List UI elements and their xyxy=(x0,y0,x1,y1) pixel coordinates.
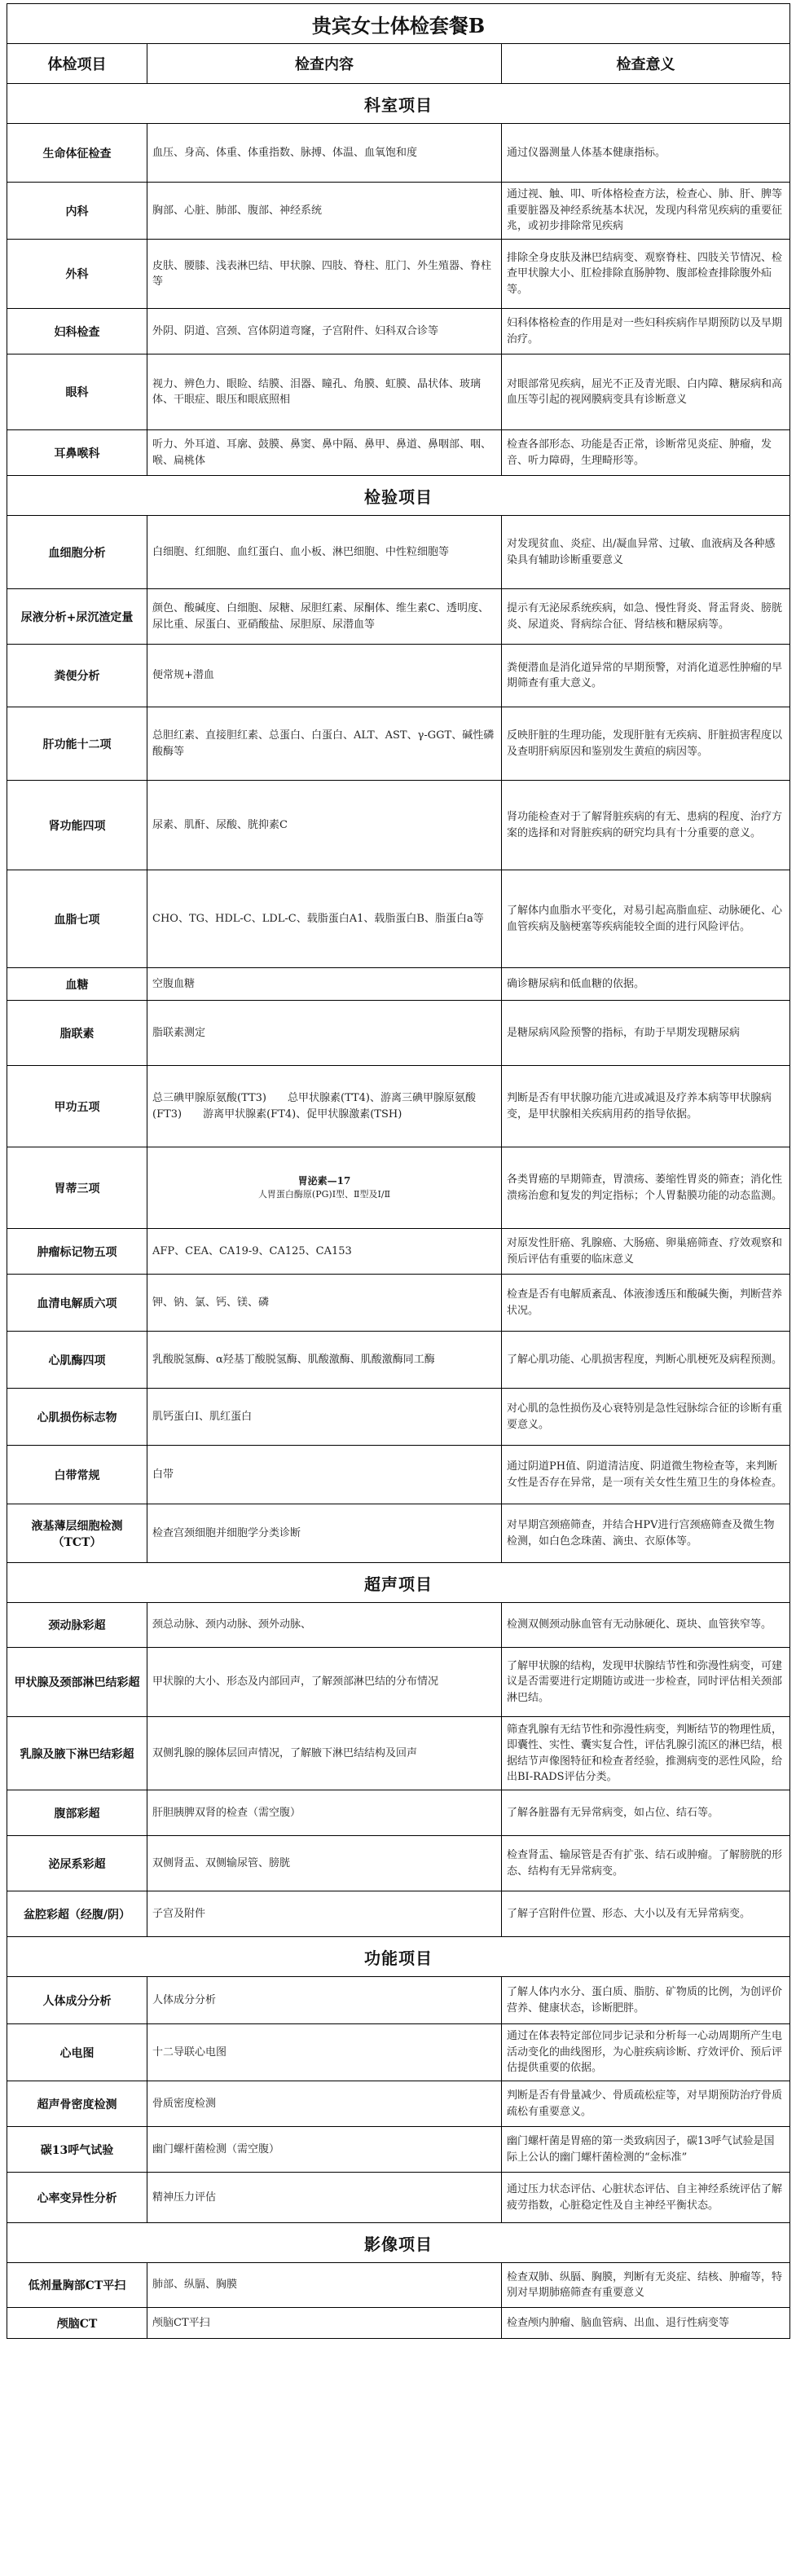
item-content: 人体成分分析 xyxy=(147,1977,502,2024)
item-meaning: 通过阴道PH值、阴道清洁度、阴道微生物检查等，来判断女性是否存在异常，是一项有关女性生殖卫生的身体检查。 xyxy=(502,1446,790,1504)
section-heading: 功能项目 xyxy=(7,1937,790,1977)
item-meaning: 筛查乳腺有无结节性和弥漫性病变，判断结节的物理性质，即囊性、实性、囊实复合性，评估乳腺引流区的淋巴结，根据结节声像图特征和检查者经验，推测病变的恶性风险，给出BI-RADS评估分类。 xyxy=(502,1717,790,1790)
item-name: 心肌损伤标志物 xyxy=(7,1389,147,1446)
item-name: 甲状腺及颈部淋巴结彩超 xyxy=(7,1648,147,1717)
item-name: 白带常规 xyxy=(7,1446,147,1504)
item-meaning: 了解甲状腺的结构，发现甲状腺结节性和弥漫性病变，可建议是否需要进行定期随访或进一步检查，同时评估相关颈部淋巴结。 xyxy=(502,1648,790,1717)
section-heading-row xyxy=(7,1563,790,1603)
item-meaning: 对眼部常见疾病，屈光不正及青光眼、白内障、糖尿病和高血压等引起的视网膜病变具有诊断意义 xyxy=(502,354,790,430)
table-row xyxy=(7,1504,790,1563)
table-row xyxy=(7,1332,790,1389)
item-meaning: 肾功能检查对于了解肾脏疾病的有无、患病的程度、治疗方案的选择和对肾脏疾病的研究均具有十分重要的意义。 xyxy=(502,781,790,870)
table-row xyxy=(7,354,790,430)
item-content: 血压、身高、体重、体重指数、脉搏、体温、血氧饱和度 xyxy=(147,124,502,183)
item-content: 颅脑CT平扫 xyxy=(147,2308,502,2339)
item-meaning: 排除全身皮肤及淋巴结病变、观察脊柱、四肢关节情况、检查甲状腺大小、肛检排除直肠肿物、腹部检查排除腹外疝等。 xyxy=(502,240,790,309)
table-row xyxy=(7,2127,790,2173)
item-name: 心率变异性分析 xyxy=(7,2173,147,2223)
item-meaning: 幽门螺杆菌是胃癌的第一类致病因子，碳13呼气试验是国际上公认的幽门螺杆菌检测的“金标准” xyxy=(502,2127,790,2173)
table-row xyxy=(7,1648,790,1717)
item-name: 碳13呼气试验 xyxy=(7,2127,147,2173)
item-content: 尿素、肌酐、尿酸、胱抑素C xyxy=(147,781,502,870)
item-meaning: 检查是否有电解质紊乱、体液渗透压和酸碱失衡，判断营养状况。 xyxy=(502,1275,790,1332)
item-meaning: 了解各脏器有无异常病变，如占位、结石等。 xyxy=(502,1790,790,1836)
table-row xyxy=(7,1717,790,1790)
table-row xyxy=(7,1229,790,1275)
item-name: 心肌酶四项 xyxy=(7,1332,147,1389)
table-row xyxy=(7,645,790,707)
item-content: AFP、CEA、CA19-9、CA125、CA153 xyxy=(147,1229,502,1275)
item-meaning: 提示有无泌尿系统疾病，如急、慢性肾炎、肾盂肾炎、膀胱炎、尿道炎、肾病综合征、肾结核和糖尿病等。 xyxy=(502,589,790,645)
column-header-content: 检查内容 xyxy=(147,44,502,84)
item-content: 甲状腺的大小、形态及内部回声，了解颈部淋巴结的分布情况 xyxy=(147,1648,502,1717)
table-row xyxy=(7,1389,790,1446)
item-name: 超声骨密度检测 xyxy=(7,2081,147,2127)
section-heading-row xyxy=(7,84,790,124)
table-row xyxy=(7,183,790,240)
item-content: 皮肤、腰膝、浅表淋巴结、甲状腺、四肢、脊柱、肛门、外生殖器、脊柱等 xyxy=(147,240,502,309)
item-content: 骨质密度检测 xyxy=(147,2081,502,2127)
item-meaning: 了解体内血脂水平变化，对易引起高脂血症、动脉硬化、心血管疾病及脑梗塞等疾病能较全面的进行风险评估。 xyxy=(502,870,790,968)
item-content: 外阴、阴道、宫颈、宫体阴道弯窿，子宫附件、妇科双合诊等 xyxy=(147,309,502,354)
section-heading: 超声项目 xyxy=(7,1563,790,1603)
item-name: 内科 xyxy=(7,183,147,240)
section-heading-row xyxy=(7,1937,790,1977)
table-row xyxy=(7,1275,790,1332)
item-meaning: 妇科体格检查的作用是对一些妇科疾病作早期预防以及早期治疗。 xyxy=(502,309,790,354)
item-name: 胃蒂三项 xyxy=(7,1147,147,1229)
item-name: 血细胞分析 xyxy=(7,516,147,589)
item-content: 肝胆胰脾双肾的检查（需空腹） xyxy=(147,1790,502,1836)
item-meaning: 通过仪器测量人体基本健康指标。 xyxy=(502,124,790,183)
item-content: 钾、钠、氯、钙、镁、磷 xyxy=(147,1275,502,1332)
item-content: 肌钙蛋白I、肌红蛋白 xyxy=(147,1389,502,1446)
item-content xyxy=(147,1147,502,1229)
table-row xyxy=(7,1147,790,1229)
item-content: 脂联素测定 xyxy=(147,1001,502,1066)
item-content: 检查宫颈细胞并细胞学分类诊断 xyxy=(147,1504,502,1563)
item-content: CHO、TG、HDL-C、LDL-C、载脂蛋白A1、载脂蛋白B、脂蛋白a等 xyxy=(147,870,502,968)
table-row xyxy=(7,2024,790,2081)
table-row xyxy=(7,1001,790,1066)
item-meaning: 了解子宫附件位置、形态、大小以及有无异常病变。 xyxy=(502,1891,790,1937)
item-name: 生命体征检查 xyxy=(7,124,147,183)
column-header-meaning: 检查意义 xyxy=(502,44,790,84)
item-content: 颈总动脉、颈内动脉、颈外动脉、 xyxy=(147,1603,502,1648)
item-name: 眼科 xyxy=(7,354,147,430)
table-row xyxy=(7,1836,790,1891)
item-meaning: 反映肝脏的生理功能，发现肝脏有无疾病、肝脏损害程度以及查明肝病原因和鉴别发生黄疸的病因等。 xyxy=(502,707,790,781)
item-meaning: 了解人体内水分、蛋白质、脂肪、矿物质的比例，为创评价营养、健康状态，诊断肥胖。 xyxy=(502,1977,790,2024)
item-name: 颅脑CT xyxy=(7,2308,147,2339)
item-content: 白带 xyxy=(147,1446,502,1504)
item-content: 白细胞、红细胞、血红蛋白、血小板、淋巴细胞、中性粒细胞等 xyxy=(147,516,502,589)
item-name: 腹部彩超 xyxy=(7,1790,147,1836)
table-row xyxy=(7,2173,790,2223)
table-row xyxy=(7,1790,790,1836)
item-meaning: 粪便潜血是消化道异常的早期预警，对消化道恶性肿瘤的早期筛查有重大意义。 xyxy=(502,645,790,707)
item-content: 双侧乳腺的腺体层回声情况，了解腋下淋巴结结构及回声 xyxy=(147,1717,502,1790)
table-row xyxy=(7,781,790,870)
item-name: 血清电解质六项 xyxy=(7,1275,147,1332)
item-meaning: 通过视、触、叩、听体格检查方法，检查心、肺、肝、脾等重要脏器及神经系统基本状况，发现内科常见疾病的重要征兆，或初步排除常见疾病 xyxy=(502,183,790,240)
package-table xyxy=(7,3,790,2339)
item-content: 空腹血糖 xyxy=(147,968,502,1001)
item-meaning: 通过压力状态评估、心脏状态评估、自主神经系统评估了解疲劳指数，心脏稳定性及自主神经平衡状态。 xyxy=(502,2173,790,2223)
section-heading: 影像项目 xyxy=(7,2223,790,2263)
table-row xyxy=(7,124,790,183)
checkup-package-sheet xyxy=(7,3,789,2339)
item-name: 妇科检查 xyxy=(7,309,147,354)
column-header-item: 体检项目 xyxy=(7,44,147,84)
item-meaning: 检查肾盂、输尿管是否有扩张、结石或肿瘤。了解膀胱的形态、结构有无异常病变。 xyxy=(502,1836,790,1891)
item-name: 心电图 xyxy=(7,2024,147,2081)
table-row xyxy=(7,516,790,589)
item-name: 低剂量胸部CT平扫 xyxy=(7,2263,147,2308)
item-name: 粪便分析 xyxy=(7,645,147,707)
item-content: 精神压力评估 xyxy=(147,2173,502,2223)
item-name: 泌尿系彩超 xyxy=(7,1836,147,1891)
item-name: 肾功能四项 xyxy=(7,781,147,870)
item-name: 盆腔彩超（经腹/阴） xyxy=(7,1891,147,1937)
table-row xyxy=(7,1603,790,1648)
table-row xyxy=(7,2081,790,2127)
table-row xyxy=(7,2263,790,2308)
item-content: 乳酸脱氢酶、α羟基丁酸脱氢酶、肌酸激酶、肌酸激酶同工酶 xyxy=(147,1332,502,1389)
item-meaning: 确诊糖尿病和低血糖的依据。 xyxy=(502,968,790,1001)
item-meaning: 检查双肺、纵膈、胸膜，判断有无炎症、结核、肿瘤等，特别对早期肺癌筛查有重要意义 xyxy=(502,2263,790,2308)
item-meaning: 对早期宫颈癌筛查，并结合HPV进行宫颈癌筛查及微生物检测，如白色念珠菌、滴虫、衣原体等。 xyxy=(502,1504,790,1563)
item-meaning: 检测双侧颈动脉血管有无动脉硬化、斑块、血管狭窄等。 xyxy=(502,1603,790,1648)
table-row xyxy=(7,1977,790,2024)
item-content: 总胆红素、直接胆红素、总蛋白、白蛋白、ALT、AST、γ-GGT、碱性磷酸酶等 xyxy=(147,707,502,781)
item-name: 脂联素 xyxy=(7,1001,147,1066)
table-row xyxy=(7,309,790,354)
section-heading-row xyxy=(7,2223,790,2263)
item-content: 胸部、心脏、肺部、腹部、神经系统 xyxy=(147,183,502,240)
item-meaning: 判断是否有骨量减少、骨质疏松症等，对早期预防治疗骨质疏松有重要意义。 xyxy=(502,2081,790,2127)
item-name: 肝功能十二项 xyxy=(7,707,147,781)
item-meaning: 检查颅内肿瘤、脑血管病、出血、退行性病变等 xyxy=(502,2308,790,2339)
item-meaning: 对发现贫血、炎症、出/凝血异常、过敏、血液病及各种感染具有辅助诊断重要意义 xyxy=(502,516,790,589)
item-name: 甲功五项 xyxy=(7,1066,147,1147)
item-meaning: 是糖尿病风险预警的指标，有助于早期发现糖尿病 xyxy=(502,1001,790,1066)
item-meaning: 检查各部形态、功能是否正常，诊断常见炎症、肿瘤，发音、听力障碍，生理畸形等。 xyxy=(502,430,790,476)
item-meaning: 各类胃癌的早期筛查，胃溃疡、萎缩性胃炎的筛查；消化性溃疡治愈和复发的判定指标；个人胃黏膜功能的动态监测。 xyxy=(502,1147,790,1229)
table-row xyxy=(7,589,790,645)
item-content: 便常规+潜血 xyxy=(147,645,502,707)
item-name: 颈动脉彩超 xyxy=(7,1603,147,1648)
item-meaning: 判断是否有甲状腺功能亢进或减退及疗养本病等甲状腺病变，是甲状腺相关疾病用药的指导依据。 xyxy=(502,1066,790,1147)
section-heading: 检验项目 xyxy=(7,476,790,516)
table-row xyxy=(7,1891,790,1937)
item-name: 人体成分分析 xyxy=(7,1977,147,2024)
item-meaning: 对原发性肝癌、乳腺癌、大肠癌、卵巢癌筛查、疗效观察和预后评估有重要的临床意义 xyxy=(502,1229,790,1275)
item-name: 血脂七项 xyxy=(7,870,147,968)
item-content-line: 人胃蛋白酶原(PG)Ⅰ型、Ⅱ型及Ⅰ/Ⅱ xyxy=(257,1189,391,1200)
item-content: 双侧肾盂、双侧输尿管、膀胱 xyxy=(147,1836,502,1891)
table-row xyxy=(7,2308,790,2339)
item-meaning: 通过在体表特定部位同步记录和分析每一心动周期所产生电活动变化的曲线图形，为心脏疾病诊断、疗效评价、预后评估提供重要的依据。 xyxy=(502,2024,790,2081)
item-name: 乳腺及腋下淋巴结彩超 xyxy=(7,1717,147,1790)
item-content: 幽门螺杆菌检测（需空腹） xyxy=(147,2127,502,2173)
table-row xyxy=(7,1446,790,1504)
section-heading: 科室项目 xyxy=(7,84,790,124)
item-name: 液基薄层细胞检测（TCT） xyxy=(7,1504,147,1563)
item-name: 血糖 xyxy=(7,968,147,1001)
table-row xyxy=(7,707,790,781)
table-row xyxy=(7,870,790,968)
table-row xyxy=(7,968,790,1001)
item-content: 总三碘甲腺原氨酸(TT3) 总甲状腺素(TT4)、游离三碘甲腺原氨酸(FT3) 游离甲状腺素(FT4)、促甲状腺激素(TSH) xyxy=(147,1066,502,1147)
table-row xyxy=(7,240,790,309)
item-name: 外科 xyxy=(7,240,147,309)
item-meaning: 对心肌的急性损伤及心衰特别是急性冠脉综合征的诊断有重要意义。 xyxy=(502,1389,790,1446)
item-name: 尿液分析+尿沉渣定量 xyxy=(7,589,147,645)
package-title: 贵宾女士体检套餐B xyxy=(7,4,790,44)
section-heading-row xyxy=(7,476,790,516)
table-row xyxy=(7,1066,790,1147)
item-content: 颜色、酸碱度、白细胞、尿糖、尿胆红素、尿酮体、维生素C、透明度、尿比重、尿蛋白、亚硝酸盐、尿胆原、尿潜血等 xyxy=(147,589,502,645)
item-content: 肺部、纵膈、胸膜 xyxy=(147,2263,502,2308)
item-content: 子宫及附件 xyxy=(147,1891,502,1937)
item-name: 耳鼻喉科 xyxy=(7,430,147,476)
item-content: 视力、辨色力、眼睑、结膜、泪器、瞳孔、角膜、虹膜、晶状体、玻璃体、干眼症、眼压和眼底照相 xyxy=(147,354,502,430)
item-content: 十二导联心电图 xyxy=(147,2024,502,2081)
table-row xyxy=(7,430,790,476)
item-content-line: 胃泌素—17 xyxy=(297,1175,351,1187)
item-content: 听力、外耳道、耳廓、鼓膜、鼻窦、鼻中隔、鼻甲、鼻道、鼻咽部、咽、喉、扁桃体 xyxy=(147,430,502,476)
item-name: 肿瘤标记物五项 xyxy=(7,1229,147,1275)
item-meaning: 了解心肌功能、心肌损害程度，判断心肌梗死及病程预测。 xyxy=(502,1332,790,1389)
